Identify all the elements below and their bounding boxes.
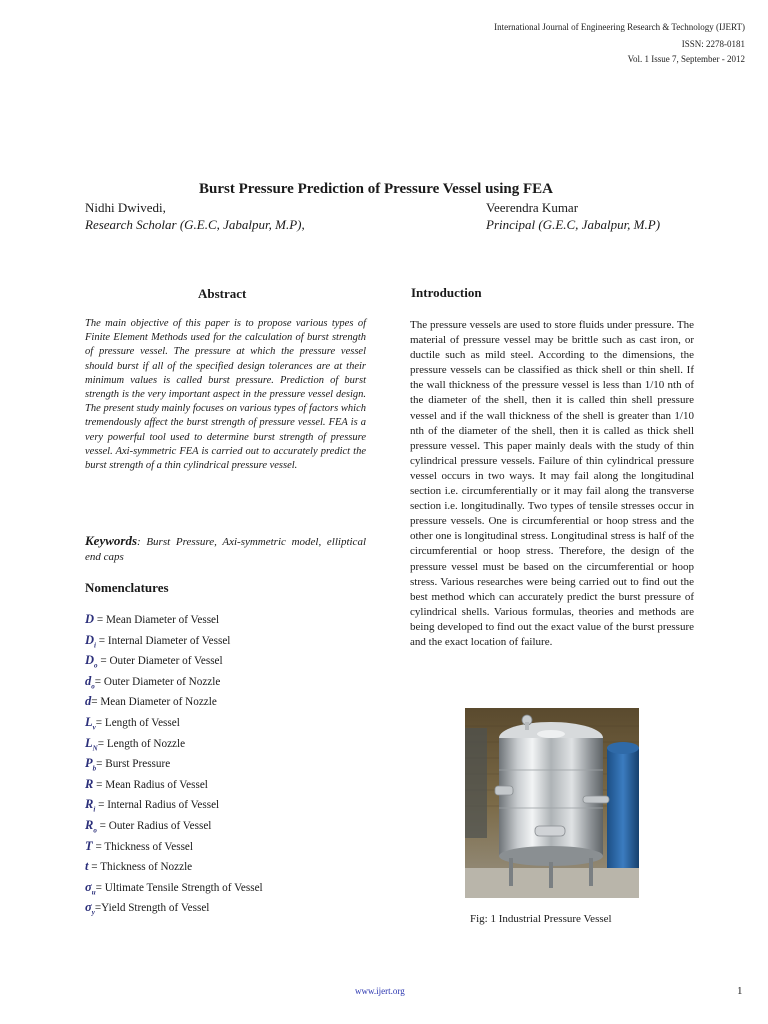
issn: ISSN: 2278-0181	[681, 39, 745, 49]
journal-name: International Journal of Engineering Research & Technology (IJERT)	[494, 22, 745, 32]
nomenclature-item: T = Thickness of Vessel	[85, 836, 375, 857]
nomenclature-symbol: $R_i$	[85, 797, 96, 814]
introduction-body: The pressure vessels are used to store fluids under pressure. The material of pressure vessel may be brittle such as cast iron, or ductile such as mild steel. According to the dimensions, the pressure vessels can be classified as thick shell or thin shell. If the wall thickness of the pressure vessel is less than 1/10 nth of the diameter of the shell, then it is called thin shell pressure vessel and if the wall thickness of the shell is greater than 1/10 nth of the diameter of the shell, then it is called as thick shell pressure vessel. This paper mainly deals with the study of thin cylindrical pressure vessels. Failure of thin cylindrical pressure vessel occurs in two ways. It may fail along the longitudinal section i.e. circumferentially or it may fail along the transverse section i.e. longitudinally. Two types of tensile stresses occur in pressure vessels. One is circumferential or hoop stress and the other one is longitudinal stress. Longitudinal stress is half of the circumferential or hoop stress. Therefore, the design of the pressure vessel must be based on the circumferential or hoop stress. Various researches were being carried out to find out the best method which can accurately predict the burst pressure of cylindrical shells. Various formulas, theories and methods are being developed to find out the exact value of the burst pressure and the exact location of failure.	[410, 319, 694, 648]
nomenclature-symbol: $\sigma_u$	[85, 879, 96, 897]
footer-website-link[interactable]: www.ijert.org	[355, 986, 405, 996]
nomenclature-item: $P_b=$ Burst Pressure	[85, 753, 375, 774]
abstract-body: The main objective of this paper is to propose various types of Finite Element Methods used for the calculation of burst strength of pressure vessel. The pressure at which the pressure vessel should burst if all of the specified design tolerances are at their minimum values is called burst pressure. Prediction of burst strength is the very important aspect in the pressure vessel design. The present study mainly focuses on various types of factors which tremendously affect the burst strength of pressure vessel. FEA is a very powerful tool used to determine burst strength of pressure vessel. Axi-symmetric FEA is carried out to accurately predict the burst strength of a thin cylindrical pressure vessel.	[85, 318, 366, 472]
nomenclature-symbol: $R_o$	[85, 817, 97, 835]
paper-title: Burst Pressure Prediction of Pressure Vessel using FEA	[198, 181, 554, 197]
nomenclature-symbol: $L_N$	[85, 735, 98, 753]
nomenclature-item: $R_o$ = Outer Radius of Vessel	[85, 815, 375, 836]
nomenclature-item: R = Mean Radius of Vessel	[85, 774, 375, 795]
nomenclature-symbol: T	[85, 838, 93, 853]
nomenclature-symbol: R	[85, 776, 94, 791]
nomenclature-symbol: $D_o$	[85, 653, 98, 670]
nomenclature-symbol: $d_o$	[85, 673, 95, 691]
author-1-name: Nidhi Dwivedi,	[85, 200, 166, 215]
page-number: 1	[737, 985, 743, 997]
nomenclature-symbol: D	[85, 612, 95, 626]
author-2-name: Veerendra Kumar	[486, 200, 579, 215]
nomenclature-symbol: $\sigma_y$	[85, 900, 95, 917]
nomenclature-symbol: $L_v$	[85, 714, 96, 732]
nomenclature-item: $R_i$ = Internal Radius of Vessel	[85, 794, 375, 815]
abstract-heading: Abstract	[198, 286, 247, 301]
nomenclature-heading: Nomenclatures	[85, 580, 169, 595]
nomenclature-symbol: t	[85, 859, 89, 874]
nomenclature-item: $\sigma_u=$ Ultimate Tensile Strength of Vessel	[85, 877, 375, 898]
nomenclature-item: d= Mean Diameter of Nozzle	[85, 691, 375, 712]
keywords	[85, 534, 366, 564]
author-2-affiliation: Principal (G.E.C, Jabalpur, M.P)	[486, 217, 661, 232]
nomenclature-symbol: d	[85, 694, 92, 709]
nomenclature-item: $D_i$ = Internal Diameter of Vessel	[85, 630, 375, 651]
nomenclature-item: $L_N=$ Length of Nozzle	[85, 733, 375, 754]
keywords-text: : Burst Pressure, Axi-symmetric model, elliptical end caps	[85, 536, 366, 563]
nomenclature-list	[85, 609, 375, 918]
nomenclature-item: t = Thickness of Nozzle	[85, 856, 375, 877]
author-1-affiliation: Research Scholar (G.E.C, Jabalpur, M.P),	[85, 217, 305, 232]
figure-caption: Fig: 1 Industrial Pressure Vessel	[470, 913, 612, 925]
nomenclature-symbol: $P_b$	[85, 756, 97, 773]
keywords-label: Keywords	[85, 533, 137, 548]
pressure-vessel-photo	[465, 708, 639, 898]
introduction-heading: Introduction	[411, 285, 482, 300]
nomenclature-item: $D_o$ = Outer Diameter of Vessel	[85, 650, 375, 671]
nomenclature-item: $L_v=$ Length of Vessel	[85, 712, 375, 733]
nomenclature-item: $d_o=$ Outer Diameter of Nozzle	[85, 671, 375, 692]
nomenclature-symbol: $D_i$	[85, 632, 96, 650]
volume-info: Vol. 1 Issue 7, September - 2012	[627, 54, 745, 64]
nomenclature-item: D = Mean Diameter of Vessel	[85, 609, 375, 630]
nomenclature-item: $\sigma_y=Yield$ Strength of Vessel	[85, 897, 375, 918]
